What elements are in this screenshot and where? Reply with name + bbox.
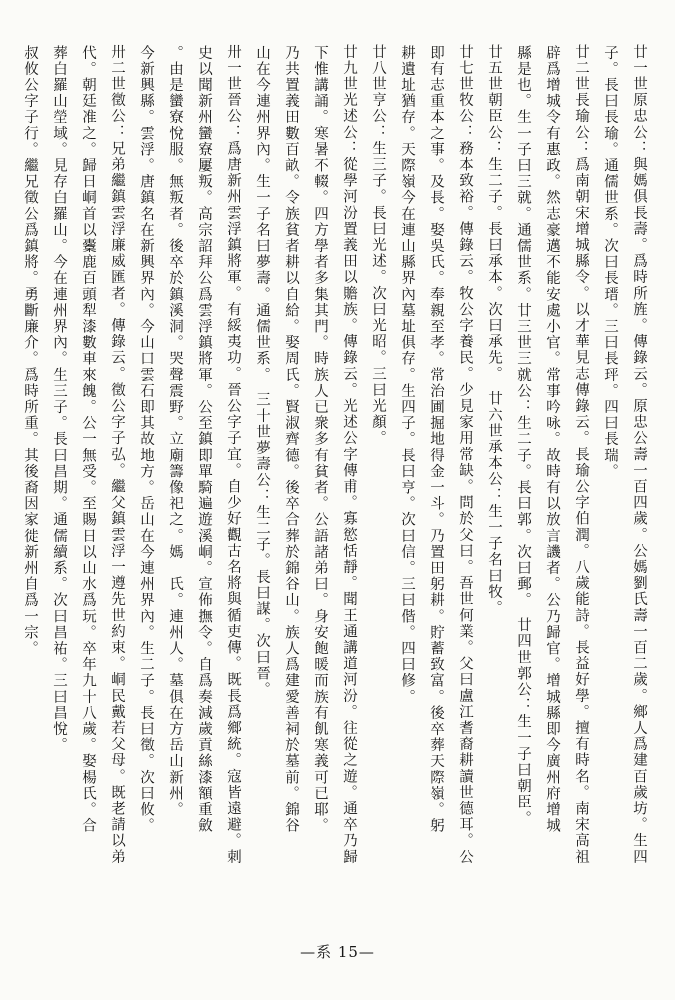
text-column: 廿五世朝臣公：生二子。長曰承本。次曰承先。 廿六世承本公：生一子名曰牧。 [486, 44, 502, 617]
vertical-text-block [13, 44, 653, 914]
text-column: 廿九世光述公：從學河汾置義田以贍族。傳錄云。光述公字傳甫。寡慾恬靜。聞王通講道河汾。往從之遊。通卒乃歸 [341, 44, 357, 866]
text-column: 即有志重本之事。及長。娶吳氏。奉親至孝。常治圃掘地得金一斗。乃置田躬耕。貯蓄致富。後卒葬天際嶺。躬 [428, 45, 444, 834]
text-column: 今新興縣。雲浮。唐鎮名在新興界內。今山口雲石即其故地方。岳山在今連州界內。生二子。長曰徵。次曰攸。 [138, 45, 154, 834]
text-column: 廿一世原忠公：與媽俱長壽。爲時所旌。傳錄云。原忠公壽一百四歲。公媽劉氏壽一百二歲。鄉人爲建百歲坊。生四 [631, 44, 647, 866]
text-column: 。由是蠻寮悅服。無叛者。後卒於鎮溪洞。哭聲震野。立廟籌像祀之。媽 氏。連州人。墓俱在方岳山新州。 [167, 45, 183, 818]
text-column: 葬白羅山塋域。見存白羅山。今在連州界內。生三子。長曰昌期。通儒續系。次曰昌祐。三曰昌悅。 [51, 45, 67, 754]
text-column: 乃共置義田數百畝。令族貧者耕以自給。娶周氏。賢淑齊德。後卒合葬於錦谷山。族人爲建愛善祠於墓前。錦谷 [283, 45, 299, 834]
text-column: 卅二世徵公：兄弟繼鎮雲浮廉威匯者。傳錄云。徵公字子弘。繼父鎮雲浮一遵先世約束。峒民戴若父母。既老請以弟 [109, 44, 125, 866]
text-column: 縣是也。生一子曰三就。通儒世系。廿三世三就公：生二子。長曰郭。次曰郵。 廿四世郭公：生一子曰朝臣。 [515, 45, 531, 827]
text-column: 廿八世亨公：生三子。長曰光述。次曰光昭。三曰光顏。 [370, 44, 386, 447]
text-column: 耕遺址猶存。天際嶺今在連山縣界內墓址俱存。生四子。長曰亨。次曰信。三曰偕。四曰修。 [399, 45, 415, 706]
text-column: 下惟講誦。寒暑不輟。四方學者多集其門。時族人已衆多有貧者。公語諸弟曰。身安飽暖而族有飢寒義可已耶。 [312, 45, 328, 834]
text-column: 代。朝廷准之。歸日峒首以櫜鹿百頭犁漆數車來餽。公一無受。至賜日以山水爲玩。卒年九十八歲。娶楊氏。合 [80, 45, 96, 834]
text-column: 廿七世牧公：務本致裕。傳錄云。牧公字養民。少見家用常缺。問於父曰。吾世何業。父曰盧江耆裔耕讀世德耳。公 [457, 44, 473, 866]
text-column: 叔攸公字子行。繼兄徵公爲鎮將。勇斷廉介。爲時所重。其後裔因家徙新州自爲一宗。 [22, 45, 38, 657]
text-column: 史以聞新州蠻寮屢叛。高宗詔拜公爲雲浮鎮將軍。公至鎮即單騎遍遊溪峒。宣佈撫令。自爲奏減歲貢絲漆額重斂 [196, 45, 212, 834]
text-column: 子。長曰長瑜。通儒世系。次曰長瑨。三曰長玶。四曰長瑞。 [602, 45, 618, 480]
text-column: 辟爲增城令有惠政。然志豪邁不能安處小官。常事吟咏。故時有以放言譏者。公乃歸官。增城縣即今廣州府增城 [544, 45, 560, 834]
text-column: 山在今連州界內。生一子名曰夢壽。通儒世系。 三十世夢壽公：生二子。長曰謀。次曰晉。 [254, 45, 270, 698]
page-number: —系 15— [300, 943, 375, 961]
text-column: 卅一世晉公：爲唐新州雲浮鎮將軍。有綏夷功。晉公字子宜。自少好觀古名將與循吏傳。既長爲鄉統。寇皆遠避。刺 [225, 44, 241, 866]
text-column: 廿二世長瑜公：爲南朝宋增城縣令。以才華見志傳錄云。長瑜公字伯潤。八歲能詩。長益好學。擅有時名。南宋高祖 [573, 44, 589, 866]
